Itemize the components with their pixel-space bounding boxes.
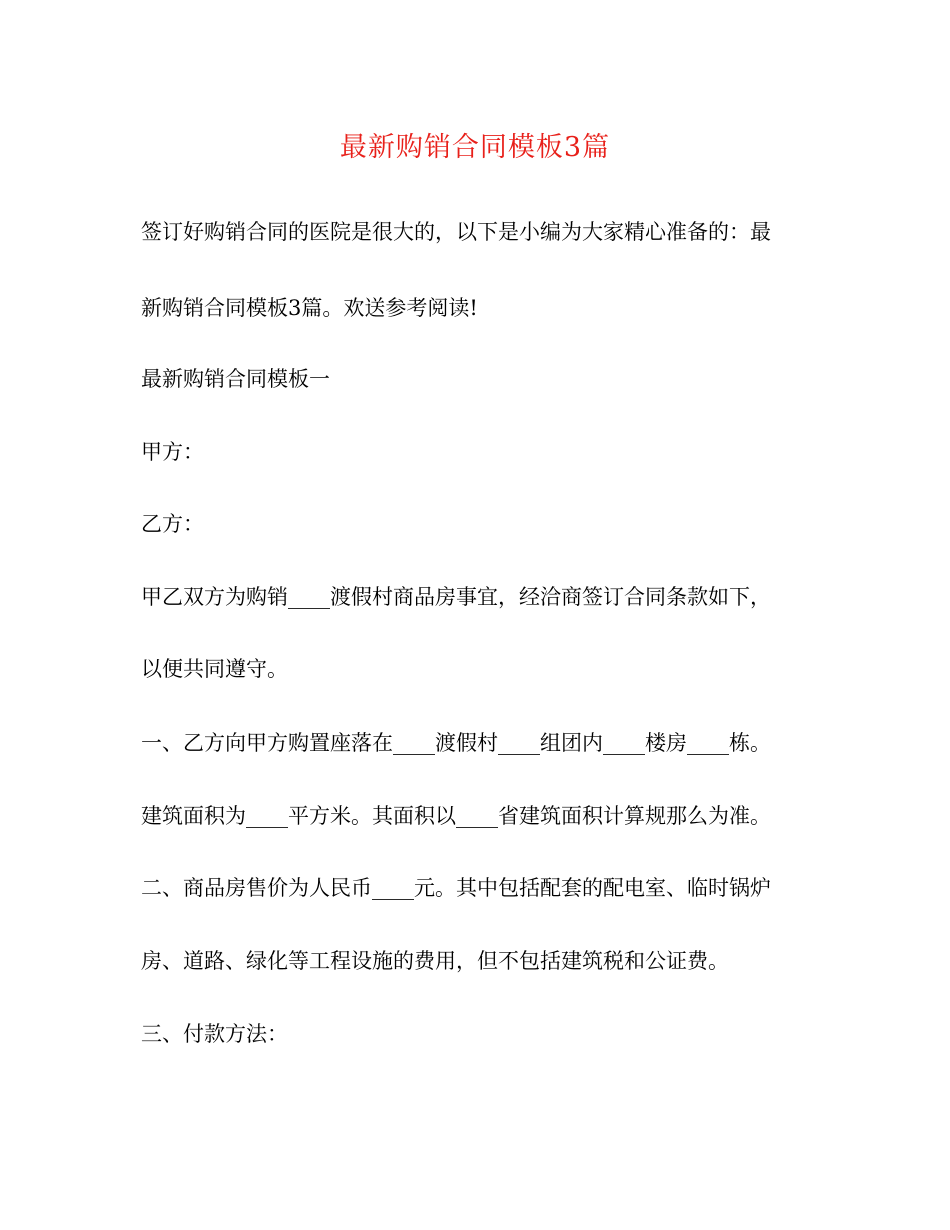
clause-1-line-1: 一、乙方向甲方购置座落在____渡假村____组团内____楼房____栋。 <box>141 731 771 755</box>
clause-3-heading: 三、付款方法： <box>141 1022 288 1046</box>
paragraph-intro-line-2: 新购销合同模板3篇。欢送参考阅读! <box>141 296 478 320</box>
party-a-label: 甲方： <box>141 440 204 464</box>
clause-2-line-1: 二、商品房售价为人民币____元。其中包括配套的配电室、临时锅炉 <box>141 876 771 900</box>
agreement-intro-line-2: 以便共同遵守。 <box>141 657 288 681</box>
document-title: 最新购销合同模板3篇 <box>339 132 611 163</box>
agreement-intro-line-1: 甲乙双方为购销____渡假村商品房事宜，经洽商签订合同条款如下， <box>141 585 771 609</box>
section-heading-template-1: 最新购销合同模板一 <box>141 367 330 391</box>
party-b-label: 乙方： <box>141 512 204 536</box>
clause-1-line-2: 建筑面积为____平方米。其面积以____省建筑面积计算规那么为准。 <box>141 804 771 828</box>
clause-2-line-2: 房、道路、绿化等工程设施的费用，但不包括建筑税和公证费。 <box>141 949 729 973</box>
paragraph-intro-line-1: 签订好购销合同的医院是很大的，以下是小编为大家精心准备的：最 <box>141 220 771 244</box>
